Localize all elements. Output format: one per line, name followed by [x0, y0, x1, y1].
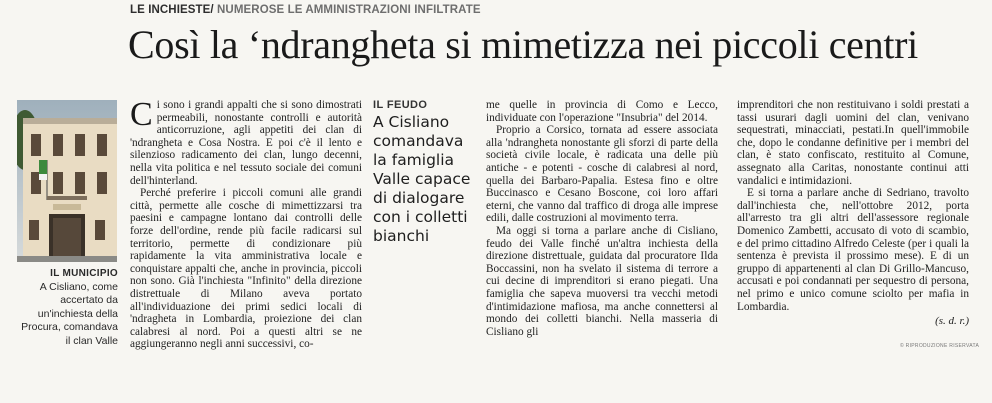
sidebar-label: IL FEUDO — [373, 99, 428, 111]
paragraph: E si torna a parlare anche di Sedriano, travolto dall'inchiesta che, nell'ottobre 2012, porta all'arresto tra gli altri dell'assessore regionale Domenico Zambetti, accusato di voto di scambio, e del primo cittadino Alfredo Celeste (per i quali la sentenza è prevista il prossimo mese). E di un gruppo di appartenenti al clan Di Grillo-Mancuso, accusati e poi condannati per sequestro di persona, nel primo e unico comune sciolto per mafia in Lombardia. — [737, 187, 969, 313]
paragraph-text: i sono i grandi appalti che si sono dimostrati permeabili, nonostante controlli e autorità anticorruzione, agli appetiti dei clan di 'ndrangheta e Cosa Nostra. E poi c'è il lento e silenzioso radicamento dei clan, lungo decenni, nella vita politica e nel tessuto sociale dei comuni dell'hinterland. — [130, 99, 362, 187]
paragraph: Ma oggi si torna a parlare anche di Cisliano, feudo dei Valle finché un'altra inchiesta della direzione distrettuale, guidata dal procuratore Ilda Boccassini, non ha svelato il sistema di terrore a cui decine di imprenditori si erano piegati. Una famiglia che sapeva muoversi tra vecchi metodi d'intimidazione mafiosa, ma anche connettersi al mondo dei colletti bianchi. Nella masseria di Cisliano gli — [486, 224, 718, 338]
kicker-subsection: NUMEROSE LE AMMINISTRAZIONI INFILTRATE — [217, 4, 481, 16]
paragraph — [130, 96, 362, 187]
article-column-4 — [737, 99, 969, 328]
kicker-section: LE INCHIESTE/ — [130, 4, 214, 16]
article-column-3 — [486, 99, 718, 338]
town-hall-photo — [17, 100, 117, 262]
copyright-notice: © RIPRODUZIONE RISERVATA — [900, 343, 980, 349]
photo-caption — [18, 267, 118, 348]
paragraph: me quelle in provincia di Como e Lecco, individuate con l'operazione "Insubria" del 2014. — [486, 99, 718, 124]
caption-title: IL MUNICIPIO — [50, 268, 118, 279]
author-signature: (s. d. r.) — [935, 315, 969, 328]
paragraph: imprenditori che non restituivano i soldi prestati a tassi usurari dagli uomini del clan, venivano sequestrati, minacciati, pestati.In quell'immobile che, dopo le condanne definitive per i membri del clan, è stato confiscato, restituito al Comune, assegnato alla Caritas, nonostante continui atti vandalici e intimidazioni. — [737, 99, 969, 187]
drop-cap: C — [130, 96, 153, 133]
caption-text: A Cisliano, come accertato da un'inchiesta della Procura, comandava il clan Valle — [21, 280, 118, 347]
paragraph: Proprio a Corsico, tornata ad essere associata alla 'ndrangheta nonostante gli sforzi di parte della società civile locale, è radicata una delle più antiche - e potenti - cosche di calabresi al nord, quella dei Barbaro-Papalia. Estesa fino e oltre Buccinasco e Cesano Boscone, coi loro affari eterni, che vanno dal traffico di droga alle imprese edili, dalle costruzioni al movimento terra. — [486, 124, 718, 225]
section-kicker — [130, 4, 481, 16]
sidebar-text: A Cisliano comandava la famiglia Valle capace di dialogare con i colletti bianchi — [373, 113, 471, 245]
paragraph: Perché preferire i piccoli comuni alle grandi città, permette alle cosche di mimettizzarsi tra paesini e campagne lontano dai controlli delle forze dell'ordine, rende più facile radicarsi sul territorio, permette di condizionare più rapidamente la vita amministrativa locale e conquistare appalti che, anche in provincia, piccoli non sono. Già l'inchiesta "Infinito" della direzione distrettuale di Milano aveva portato all'individuazione dei primi sedici locali di 'ndragheta in Lombardia, proiezione dei clan calabresi al nord. Poi a questi altri se ne aggiungeranno negli anni successivi, co- — [130, 187, 362, 351]
town-hall-illustration — [17, 100, 117, 262]
sidebar-box — [373, 99, 473, 246]
article-headline: Così la ‘ndrangheta si mimetizza nei piccoli centri — [128, 22, 918, 67]
article-column-1 — [130, 96, 362, 351]
